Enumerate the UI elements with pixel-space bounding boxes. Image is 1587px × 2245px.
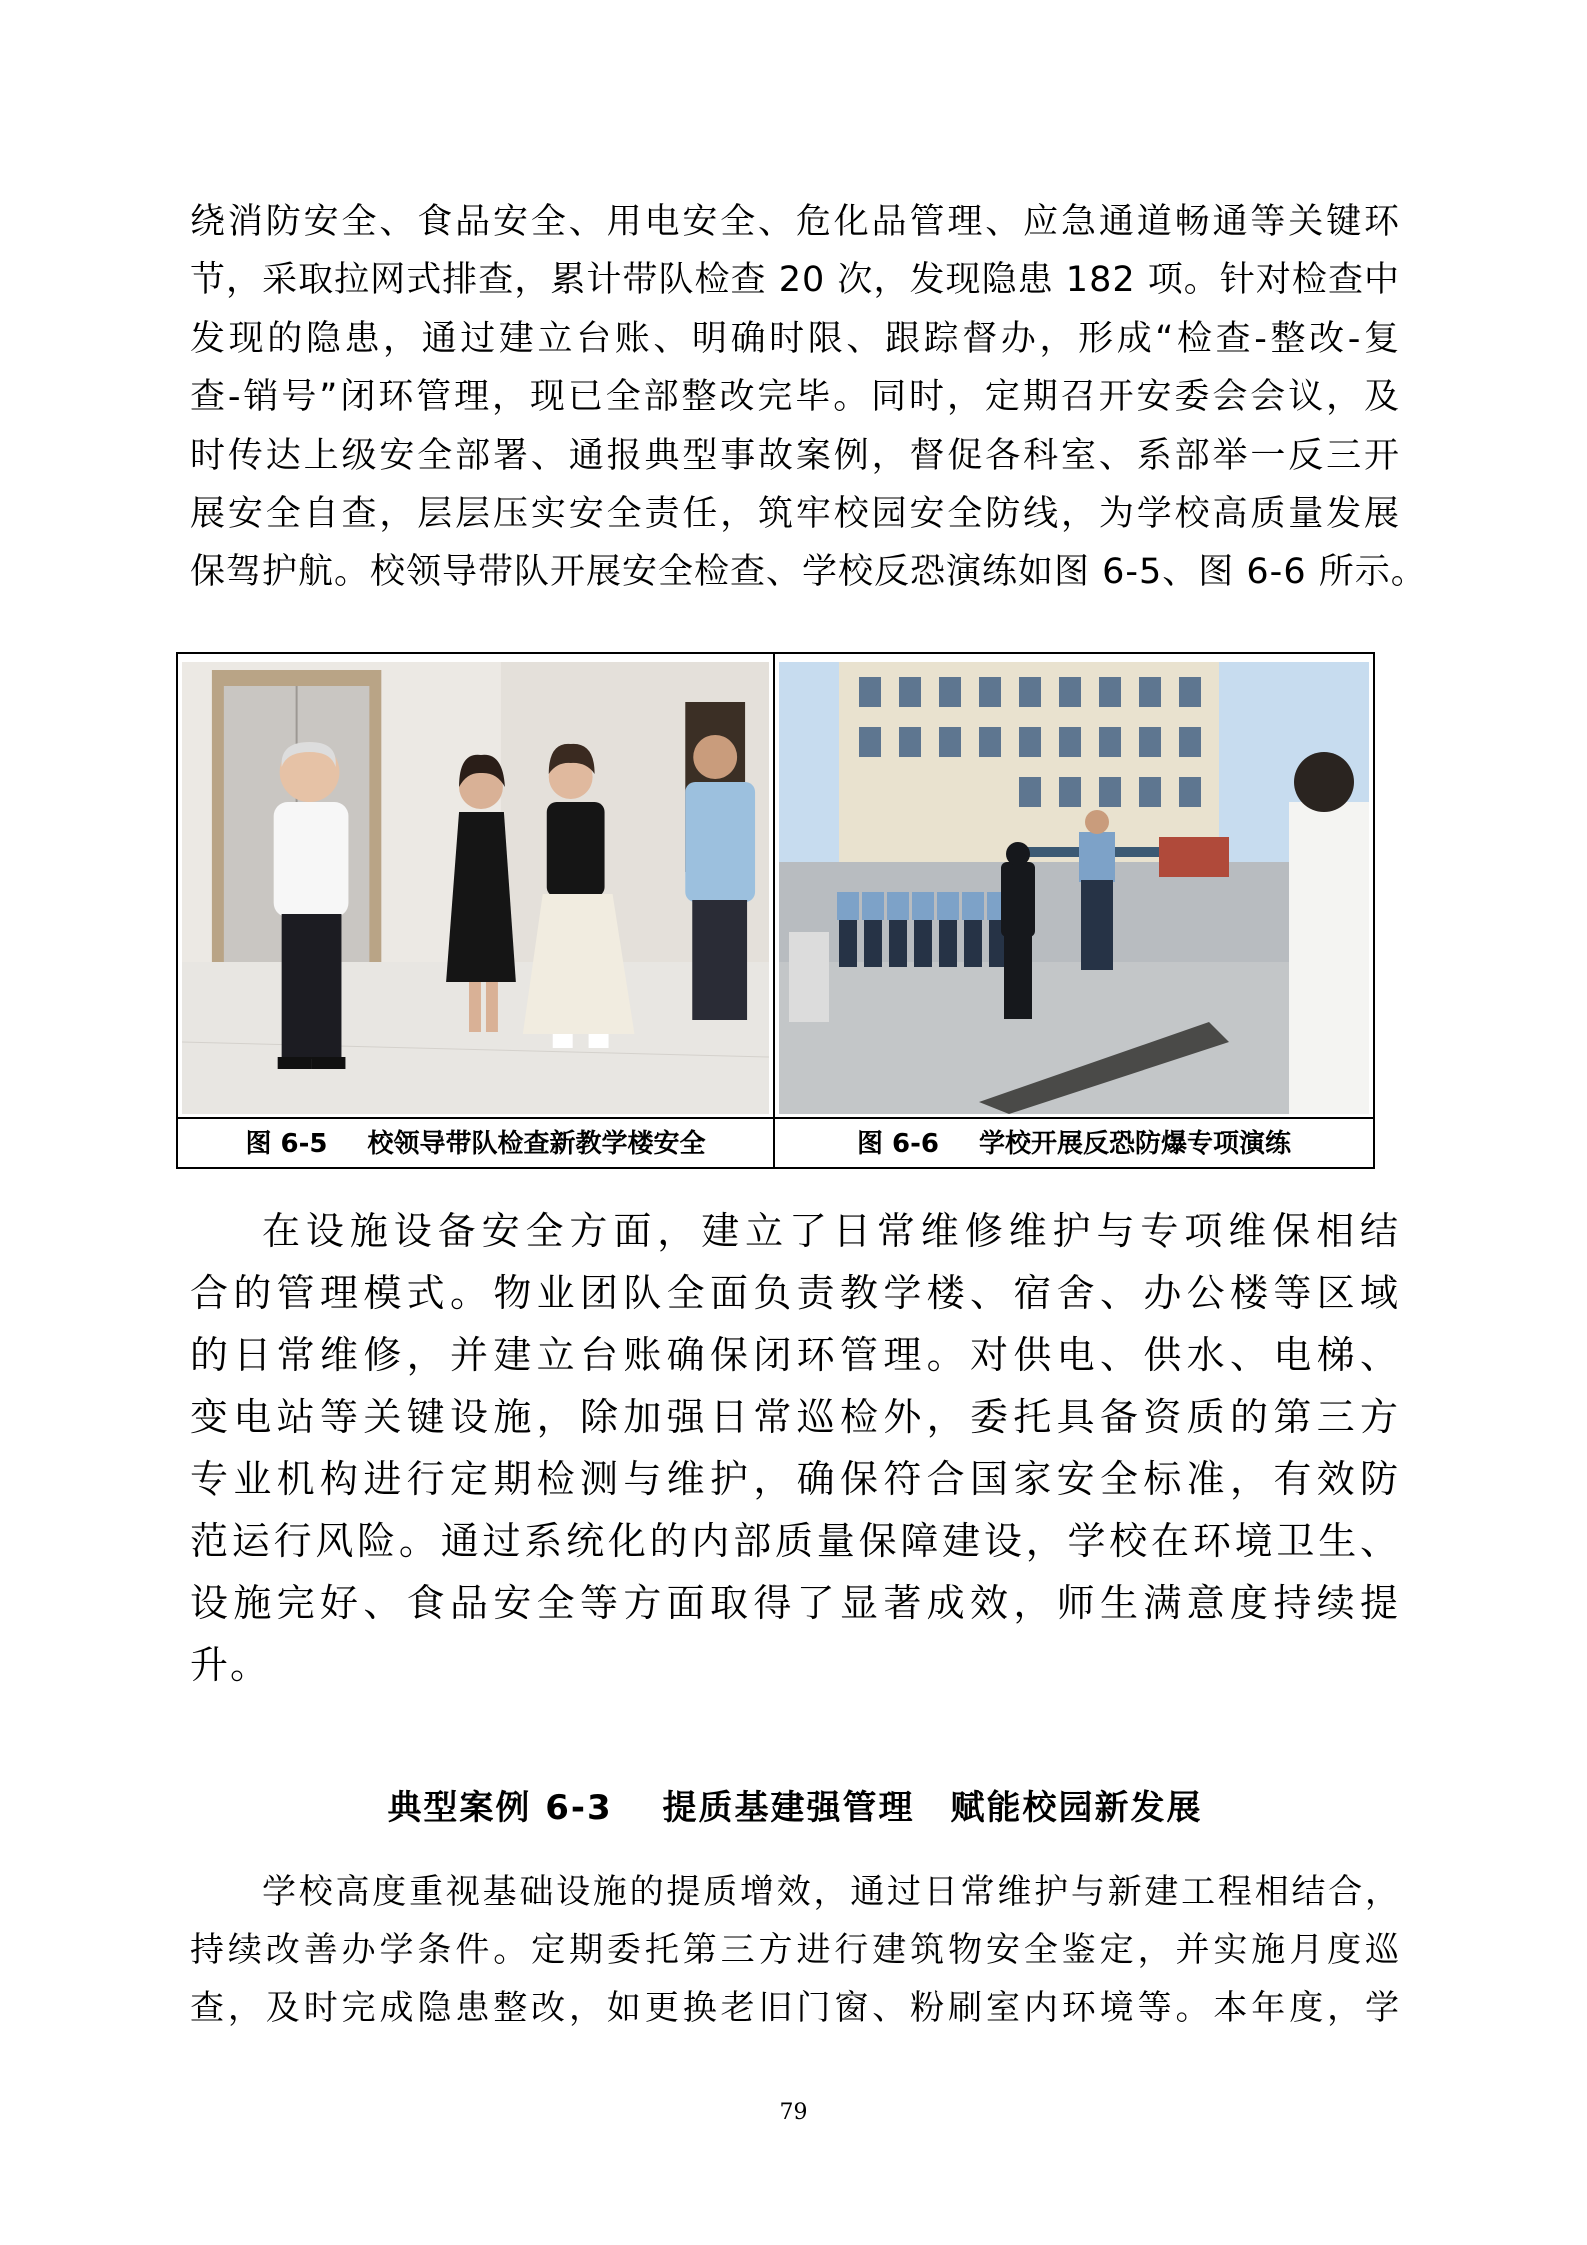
text-line: 节，采取拉网式排查，累计带队检查 20 次，发现隐患 182 项。针对检查中 xyxy=(190,260,1400,301)
text-line: 发现的隐患，通过建立台账、明确时限、跟踪督办，形成“检查-整改-复 xyxy=(190,318,1400,359)
case-study-title: 典型案例 6-3 提质基建强管理 赋能校园新发展 xyxy=(387,1788,1203,1828)
text-line: 绕消防安全、食品安全、用电安全、危化品管理、应急通道畅通等关键环 xyxy=(190,202,1400,242)
text-line: 专业机构进行定期检测与维护，确保符合国家安全标准，有效防 xyxy=(190,1457,1400,1501)
text-line: 展安全自查，层层压实安全责任，筑牢校园安全防线，为学校高质量发展 xyxy=(190,493,1400,534)
text-line: 时传达上级安全部署、通报典型事故案例，督促各科室、系部举一反三开 xyxy=(190,435,1400,476)
figure-table xyxy=(176,652,1375,1169)
text-line: 在设施设备安全方面，建立了日常维修维护与专项维保相结 xyxy=(262,1209,1400,1253)
photo-inspection xyxy=(182,662,769,1114)
figure-caption-text: 学校开展反恐防爆专项演练 xyxy=(979,1129,1292,1159)
text-line: 保驾护航。校领导带队开展安全检查、学校反恐演练如图 6-5、图 6-6 所示。 xyxy=(190,552,1427,593)
paragraph-infrastructure xyxy=(190,1863,1400,2037)
figure-6-5-cell xyxy=(178,654,775,1169)
text-line: 设施完好、食品安全等方面取得了显著成效，师生满意度持续提 xyxy=(190,1581,1400,1625)
figure-label: 图 6-6 xyxy=(856,1129,939,1159)
text-line: 合的管理模式。物业团队全面负责教学楼、宿舍、办公楼等区域 xyxy=(190,1271,1400,1315)
figure-caption xyxy=(775,1117,1373,1169)
figure-6-6-cell xyxy=(775,654,1373,1169)
figure-caption-text: 校领导带队检查新教学楼安全 xyxy=(367,1129,706,1159)
text-line: 查-销号”闭环管理，现已全部整改完毕。同时，定期召开安委会会议，及 xyxy=(190,377,1400,418)
text-line: 变电站等关键设施，除加强日常巡检外，委托具备资质的第三方 xyxy=(190,1395,1400,1439)
paragraph-safety-inspection xyxy=(190,193,1427,602)
text-line: 学校高度重视基础设施的提质增效，通过日常维护与新建工程相结合， xyxy=(262,1872,1400,1912)
text-line: 查，及时完成隐患整改，如更换老旧门窗、粉刷室内环境等。本年度，学 xyxy=(190,1988,1400,2028)
text-line: 的日常维修，并建立台账确保闭环管理。对供电、供水、电梯、 xyxy=(190,1333,1400,1377)
text-line: 持续改善办学条件。定期委托第三方进行建筑物安全鉴定，并实施月度巡 xyxy=(190,1930,1400,1970)
figure-caption xyxy=(178,1117,773,1169)
paragraph-facility-safety xyxy=(190,1200,1400,1696)
figure-label: 图 6-5 xyxy=(245,1129,328,1159)
photo-drill xyxy=(779,662,1369,1114)
page-number: 79 xyxy=(779,2100,808,2125)
text-line: 升。 xyxy=(190,1643,271,1687)
text-line: 范运行风险。通过系统化的内部质量保障建设，学校在环境卫生、 xyxy=(190,1519,1400,1563)
